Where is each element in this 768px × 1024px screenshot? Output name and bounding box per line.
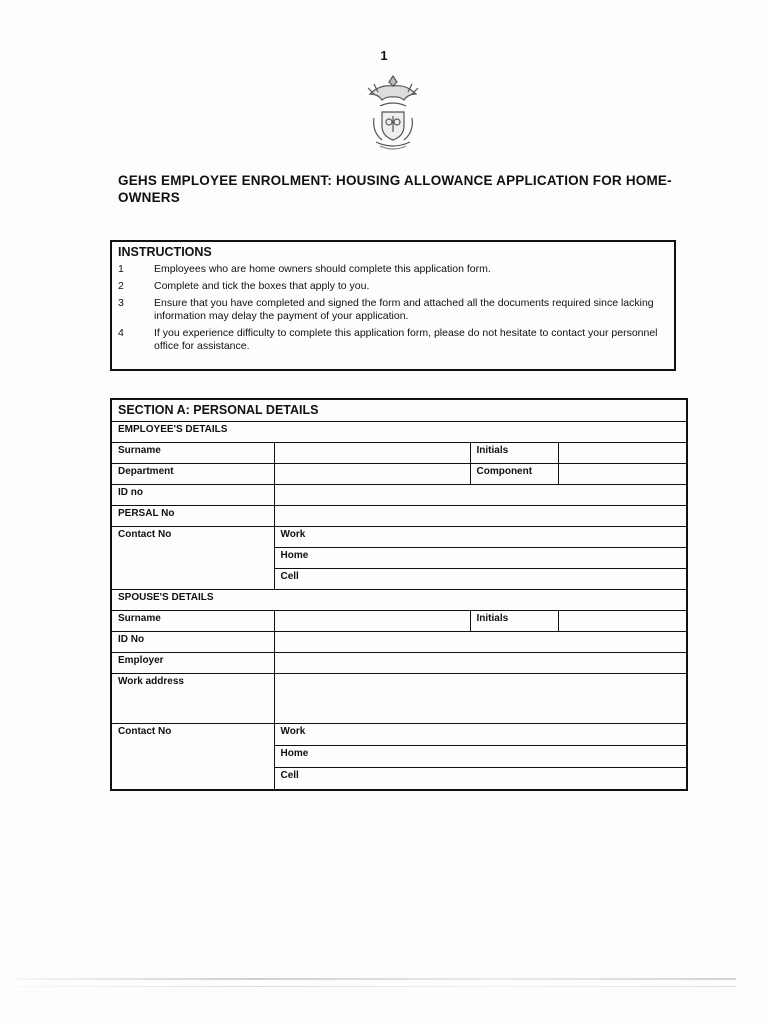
cell-label: Cell [280, 770, 299, 781]
instruction-text: If you experience difficulty to complete this application form, please do not hesitate to contact your personnel office for assistance. [154, 327, 658, 352]
table-row [111, 443, 687, 464]
employee-details-heading: EMPLOYEE'S DETAILS [111, 422, 687, 443]
employee-department-field[interactable] [274, 464, 470, 485]
table-row [111, 653, 687, 674]
instruction-number: 2 [118, 280, 124, 292]
spouse-surname-field[interactable] [274, 611, 470, 632]
employee-component-field[interactable] [558, 464, 687, 485]
employee-contact-label: Contact No [111, 527, 274, 590]
spouse-details-heading: SPOUSE'S DETAILS [111, 590, 687, 611]
employee-persal-field[interactable] [274, 506, 687, 527]
home-label: Home [280, 550, 309, 561]
spouse-initials-field[interactable] [558, 611, 687, 632]
home-label: Home [280, 748, 309, 759]
employee-department-label: Department [111, 464, 274, 485]
instruction-item [118, 263, 666, 276]
table-row [111, 527, 687, 548]
table-row [111, 674, 687, 724]
subsection-heading-row [111, 422, 687, 443]
employee-persal-label: PERSAL No [111, 506, 274, 527]
spouse-id-field[interactable] [274, 632, 687, 653]
table-row [111, 724, 687, 746]
table-row [111, 506, 687, 527]
employee-initials-label: Initials [470, 443, 558, 464]
instruction-item [118, 327, 666, 353]
instructions-box [110, 240, 676, 371]
spouse-contact-label: Contact No [111, 724, 274, 791]
spouse-initials-label: Initials [470, 611, 558, 632]
spouse-cell-phone-field[interactable] [274, 768, 687, 791]
page-number: 1 [380, 48, 388, 63]
scan-artifact [16, 978, 736, 980]
spouse-work-address-label: Work address [111, 674, 274, 724]
employee-initials-field[interactable] [558, 443, 687, 464]
section-a-heading: SECTION A: PERSONAL DETAILS [111, 399, 687, 422]
coat-of-arms-icon [360, 72, 426, 152]
instructions-heading: INSTRUCTIONS [118, 245, 212, 259]
spouse-id-label: ID No [111, 632, 274, 653]
employee-surname-field[interactable] [274, 443, 470, 464]
spouse-work-phone-field[interactable] [274, 724, 687, 746]
employee-component-label: Component [470, 464, 558, 485]
table-row [111, 611, 687, 632]
spouse-employer-field[interactable] [274, 653, 687, 674]
work-label: Work [280, 726, 306, 737]
instruction-item [118, 280, 666, 293]
instruction-number: 4 [118, 327, 124, 339]
employee-surname-label: Surname [111, 443, 274, 464]
spouse-employer-label: Employer [111, 653, 274, 674]
instruction-text: Ensure that you have completed and signed the form and attached all the documents required since lacking information may delay the payment of your application. [154, 297, 654, 322]
form-title: GEHS EMPLOYEE ENROLMENT: HOUSING ALLOWANCE APPLICATION FOR HOME-OWNERS [118, 173, 672, 205]
employee-id-label: ID no [111, 485, 274, 506]
table-row [111, 464, 687, 485]
subsection-heading-row [111, 590, 687, 611]
employee-id-field[interactable] [274, 485, 687, 506]
spouse-surname-label: Surname [111, 611, 274, 632]
instruction-text: Employees who are home owners should complete this application form. [154, 263, 491, 275]
cell-label: Cell [280, 571, 299, 582]
employee-work-phone-field[interactable] [274, 527, 687, 548]
instruction-number: 1 [118, 263, 124, 275]
personal-details-table [110, 398, 688, 791]
employee-cell-phone-field[interactable] [274, 569, 687, 590]
work-label: Work [280, 529, 306, 540]
employee-home-phone-field[interactable] [274, 548, 687, 569]
instruction-text: Complete and tick the boxes that apply to you. [154, 280, 370, 292]
section-heading-row [111, 399, 687, 422]
instruction-item [118, 297, 666, 323]
spouse-work-address-field[interactable] [274, 674, 687, 724]
table-row [111, 485, 687, 506]
table-row [111, 632, 687, 653]
spouse-home-phone-field[interactable] [274, 746, 687, 768]
instruction-number: 3 [118, 297, 124, 309]
scan-artifact [16, 986, 736, 987]
